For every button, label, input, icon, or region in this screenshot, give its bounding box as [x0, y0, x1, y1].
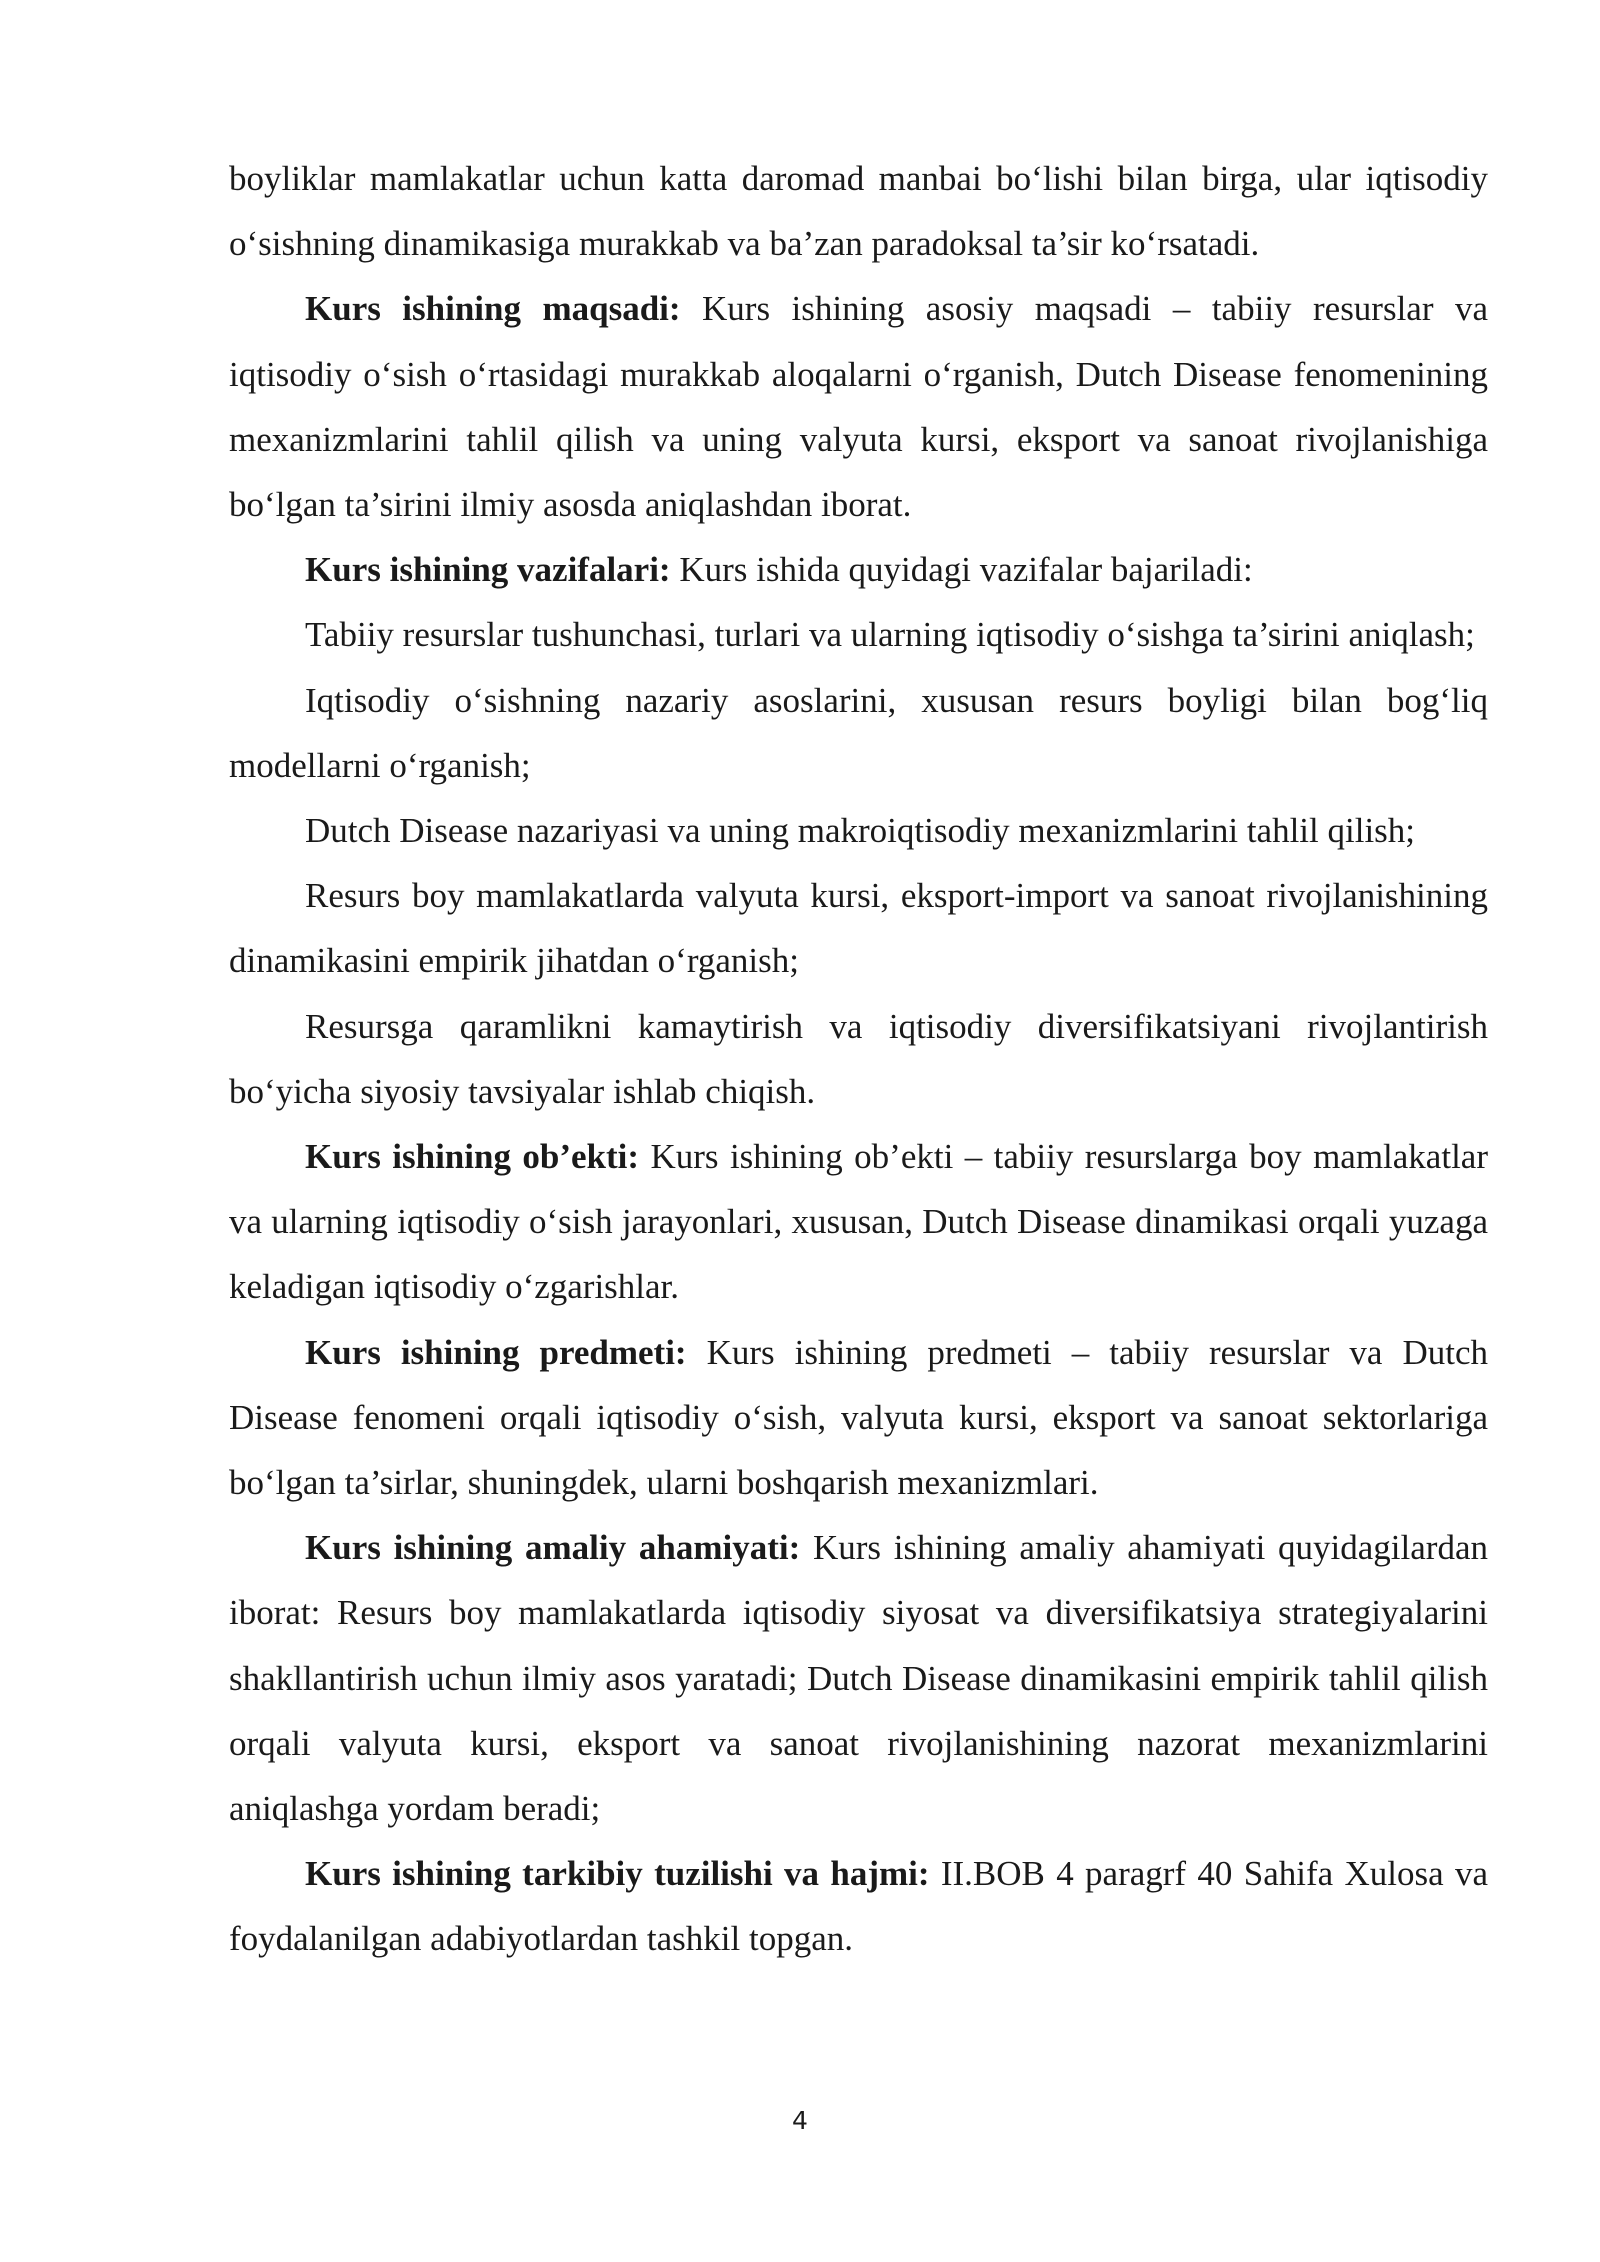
goal-label: Kurs ishining maqsadi:	[305, 289, 681, 329]
structure-paragraph	[229, 1841, 1488, 1971]
page-number: 4	[792, 2106, 808, 2135]
subject-paragraph	[229, 1320, 1488, 1516]
tasks-label: Kurs ishining vazifalari:	[305, 550, 671, 590]
tasks-paragraph	[229, 537, 1488, 602]
goal-text: Kurs ishining asosiy maqsadi – tabiiy resurslar va iqtisodiy o‘sish o‘rtasidagi murakkab aloqalarni o‘rganish, Dutch Disease fenomenining mexanizmlarini tahlil qilish va uning valyuta kursi, eksport va sanoat rivojlanishiga bo‘lgan ta’sirini ilmiy asosda aniqlashdan iborat.	[229, 289, 1489, 525]
intro-paragraph	[229, 146, 1488, 276]
object-text: Kurs ishining ob’ekti – tabiiy resurslarga boy mamlakatlar va ularning iqtisodiy o‘sish jarayonlari, xususan, Dutch Disease dinamikasi orqali yuzaga keladigan iqtisodiy o‘zgarishlar.	[229, 1137, 1488, 1307]
task-item-4	[229, 863, 1488, 993]
object-paragraph	[229, 1124, 1488, 1320]
task-item-text: Resurs boy mamlakatlarda valyuta kursi, eksport-import va sanoat rivojlanishining dinamikasini empirik jihatdan o‘rganish;	[229, 876, 1488, 981]
task-item-5	[229, 994, 1488, 1124]
task-item-3	[229, 798, 1488, 863]
goal-paragraph	[229, 276, 1488, 537]
task-item-1	[229, 602, 1488, 667]
structure-text: II.BOB 4 paragrf 40 Sahifa Xulosa va foydalanilgan adabiyotlardan tashkil topgan.	[229, 1854, 1488, 1959]
intro-text: boyliklar mamlakatlar uchun katta daromad manbai bo‘lishi bilan birga, ular iqtisodiy o‘sishning dinamikasiga murakkab va ba’zan paradoksal ta’sir ko‘rsatadi.	[229, 159, 1488, 264]
subject-label: Kurs ishining predmeti:	[305, 1332, 687, 1372]
subject-text: Kurs ishining predmeti – tabiiy resurslar va Dutch Disease fenomeni orqali iqtisodiy o‘sish, valyuta kursi, eksport va sanoat sektorlariga bo‘lgan ta’sirlar, shuningdek, ularni boshqarish mexanizmlari.	[229, 1332, 1488, 1503]
task-item-text: Tabiiy resurslar tushunchasi, turlari va ularning iqtisodiy o‘sishga ta’sirini aniqlash;	[305, 615, 1475, 655]
body-text	[229, 146, 1488, 1972]
task-item-text: Dutch Disease nazariyasi va uning makroiqtisodiy mexanizmlarini tahlil qilish;	[305, 811, 1416, 851]
significance-text: Kurs ishining amaliy ahamiyati quyidagilardan iborat: Resurs boy mamlakatlarda iqtisodiy siyosat va diversifikatsiya strategiyalarini shakllantirish uchun ilmiy asos yaratadi; Dutch Disease dinamikasini empirik tahlil qilish orqali valyuta kursi, eksport va sanoat rivojlanishining nazorat mexanizmlarini aniqlashga yordam beradi;	[229, 1528, 1488, 1829]
significance-paragraph	[229, 1515, 1488, 1841]
task-item-text: Iqtisodiy o‘sishning nazariy asoslarini, xususan resurs boyligi bilan bog‘liq modellarni o‘rganish;	[229, 680, 1488, 785]
significance-label: Kurs ishining amaliy ahamiyati:	[305, 1528, 801, 1568]
tasks-text: Kurs ishida quyidagi vazifalar bajariladi:	[670, 550, 1253, 590]
object-label: Kurs ishining ob’ekti:	[305, 1137, 640, 1177]
structure-label: Kurs ishining tarkibiy tuzilishi va hajmi:	[305, 1854, 930, 1894]
task-item-2	[229, 668, 1488, 798]
task-item-text: Resursga qaramlikni kamaytirish va iqtisodiy diversifikatsiyani rivojlantirish bo‘yicha siyosiy tavsiyalar ishlab chiqish.	[229, 1006, 1488, 1111]
